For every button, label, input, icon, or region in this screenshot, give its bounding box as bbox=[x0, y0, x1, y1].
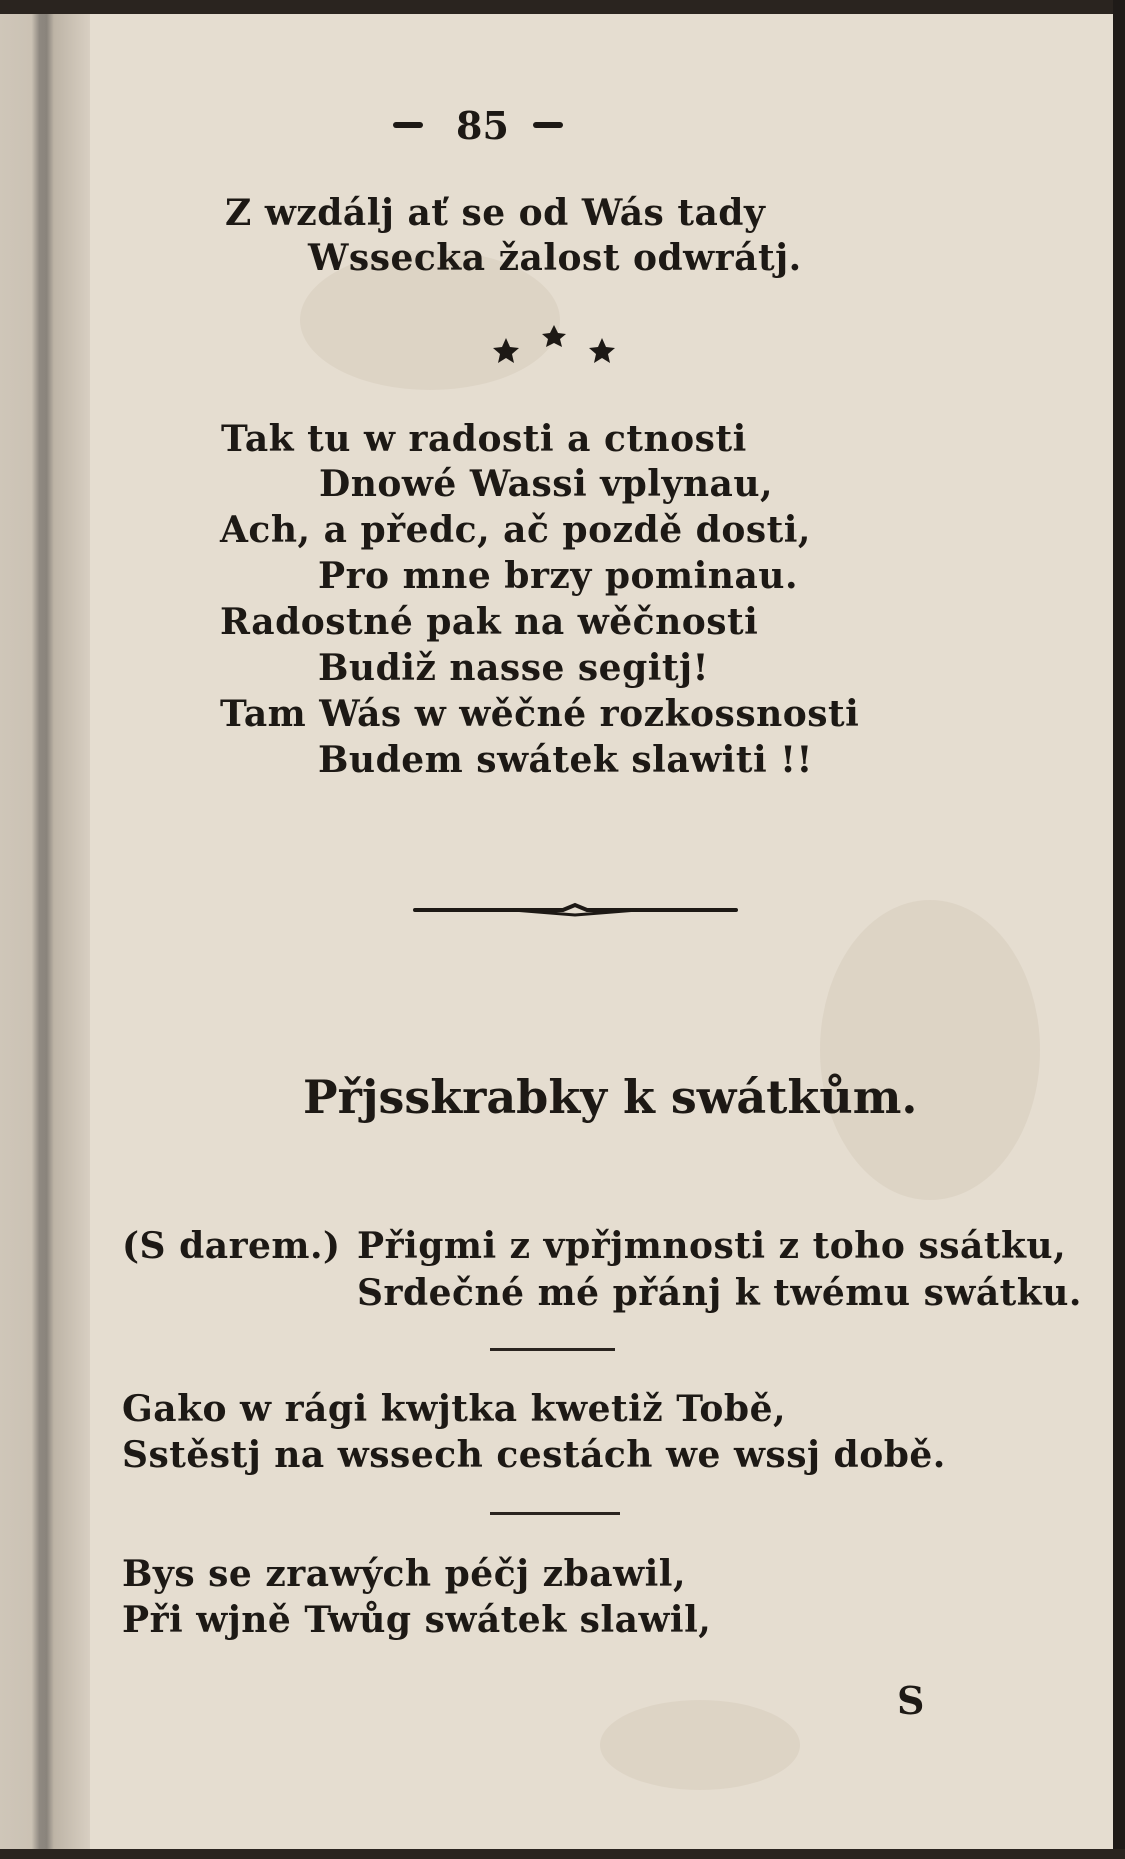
star-icon bbox=[542, 325, 566, 347]
verse-line: Tam Wás w wěčné rozkossnosti bbox=[220, 693, 860, 735]
section-rule bbox=[490, 1348, 615, 1351]
scan-border-right bbox=[1113, 0, 1125, 1859]
verse-line: Sstěstj na wssech cestách we wssj době. bbox=[122, 1434, 946, 1476]
verse-line: Gako w rági kwjtka kwetiž Tobě, bbox=[122, 1388, 787, 1430]
book-gutter bbox=[0, 14, 90, 1849]
verse-line: Budem swátek slawiti !! bbox=[318, 739, 813, 781]
verse-line: Při wjně Twůg swátek slawil, bbox=[122, 1599, 712, 1641]
verse-line: Radostné pak na wěčnosti bbox=[220, 601, 759, 643]
verse-line: Wssecka žalost odwrátj. bbox=[308, 237, 802, 279]
catchword: S bbox=[897, 1678, 925, 1723]
dedication-line: Srdečné mé přánj k twému swátku. bbox=[357, 1272, 1082, 1314]
star-icon bbox=[493, 338, 519, 363]
verse-line: Tak tu w radosti a ctnosti bbox=[221, 418, 747, 460]
section-rule bbox=[490, 1512, 620, 1515]
scan-border-bottom bbox=[0, 1849, 1125, 1859]
verse-line: Ach, a předc, ač pozdě dosti, bbox=[220, 509, 811, 551]
scan-border-top bbox=[0, 0, 1125, 14]
asterism-ornament bbox=[480, 325, 630, 365]
page-number-dash-right bbox=[533, 122, 563, 128]
page-number-dash-left bbox=[393, 122, 423, 128]
divider-ornament bbox=[413, 898, 738, 922]
verse-line: Pro mne brzy pominau. bbox=[318, 555, 798, 597]
verse-line: Dnowé Wassi vplynau, bbox=[319, 463, 774, 505]
paper-stain bbox=[820, 900, 1040, 1200]
star-icon bbox=[589, 338, 615, 363]
dedication-line: Přigmi z vpřjmnosti z toho ssátku, bbox=[357, 1225, 1067, 1267]
verse-line: Budiž nasse segitj! bbox=[318, 647, 709, 689]
verse-line: Z wzdálj ať se od Wás tady bbox=[225, 192, 766, 234]
dedication-label: (S darem.) bbox=[122, 1225, 341, 1267]
paper-stain bbox=[600, 1700, 800, 1790]
section-heading: Přjsskrabky k swátkům. bbox=[303, 1070, 918, 1124]
verse-line: Bys se zrawých péčj zbawil, bbox=[122, 1553, 686, 1595]
page-number: 85 bbox=[456, 103, 509, 148]
